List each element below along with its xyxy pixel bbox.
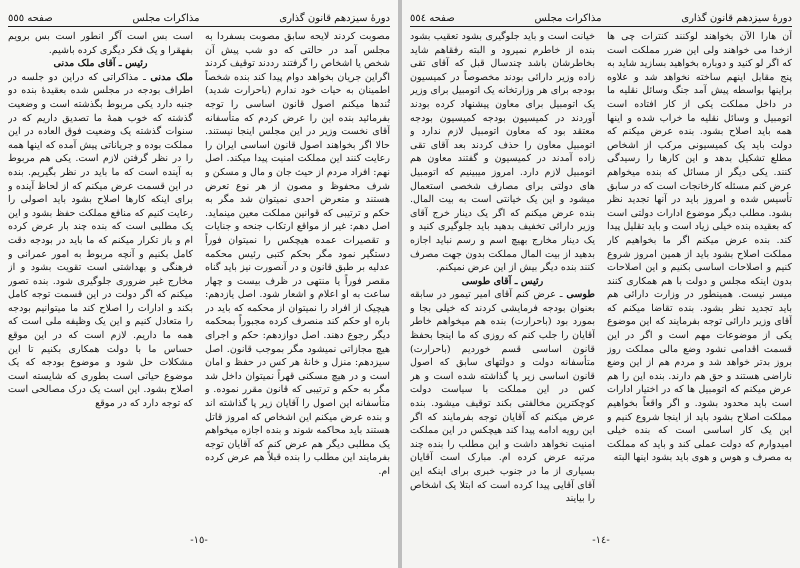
paragraph-text: خیانت است و باید جلوگیری بشود تعقیب بشود بنده از خاطرم نمیرود و البته رفقاهم شاید بخاطرشان باشد چندسال قبل که آقای تقی زاده وزیر دارائی بودند مخصوصاً در کمیسیون بودجه برای هر وزارتخانه یک اتومبیل برای وزیر یک اتومبیل برای معاون پیشنهاد کرده بودند آوردند در کمیسیون بودجه کمیسیون بودجه معتقد بود که معاون اتومبیل لازم ندارد و اتومبیل معاون را حذف کردند بعد آقای تقی زاده آمدند در کمیسیون و گفتند معاون هم اتومبیل لازم دارد. امروز میبینیم که اتومبیل های دولتی برای مصارف شخصی استعمال میشود و این یک خیانتی است به بیت المال. بنده عرض میکنم که اگر یک دینار خرج آقای وزیر دارائی تخفیف بدهید باید جلوگیری کنید و یک دینار مخارج بهیچ اسم و رسم نباید اجازه بدهید از بیت المال مملکت بدون جهت مصرف کنند بنده دیگر بیش از این عرض نمیکنم.	[410, 31, 595, 274]
header-page-number: صفحه ٥٥٤	[410, 13, 455, 24]
folio-number: -١٤-	[592, 535, 610, 546]
paragraph-text: ـ عرض کنم آقای امیر تیمور در سابقه بعنوان بودجه فرمایشی کردند که خیلی بجا و بمورد بود (باحرارت) بنده هم میخواهم خاطر آقایان را جلب کنم که روزی که ما اینجا بحفظ قانون اساسی قسم خوردیم (باحرارت) متأسفانه دولت و دولتهای سابق که اصول قانون اساسی زیر پا گذاشته شده است و هر کس در این مملکت با سیاست دولت کوچکترین مخالفتی بکند توقیف میشود. بنده عرض میکنم که آقایان توجه بفرمایند که اگر این رویه ادامه پیدا کند هیچکس در این مملکت امنیت نخواهد داشت و این مطلب را بنده چند مرتبه عرض کرده ام. مبارک است آقایان بسیاری از ما در جنوب خبری برای اینکه این آقای آقایی پیدا کرده است که ابتلا یک اشخاص را بیایند	[410, 289, 595, 505]
paragraph	[8, 71, 193, 411]
paragraph-text: ـ مذاکراتی که دراین دو جلسه در اطراف بودجه در مجلس شده بعقیدهٔ بنده دو جنبه دارد یکی مربوط بگذشته است و وضعیت گذشته که خوب همهٔ ما تصدیق داریم که در سنوات گذشته یک وضعیت فوق العاده در این مملکت بوده و جریاناتی پیش آمده که اینها همه را در نظر گرفتن لازم است. یکی هم مربوط به آینده است که ما باید در نظر بگیریم. بنده در این قسمت عرض میکنم که از لحاظ آینده و برای اینکه کارها اصلاح بشود باید اصولی را رعایت کنیم که منافع مملکت حفظ بشود و این یک مطلبی است که بنده چند بار عرض کرده ام و باز تکرار میکنم که ما باید در بودجه دقت کامل بکنیم و آنچه مربوط به امور عمرانی و فرهنگی و بهداشتی است تقویت بشود و از مخارج غیر ضروری جلوگیری شود. بنده تصور میکنم که اگر دولت در این قسمت توجه کامل بکند و ادارات را اصلاح کند ما میتوانیم بودجه را متعادل کنیم و این یک وظیفه ملی است که همه ما داریم. لازم است که در این موقع حساس ما با دولت همکاری بکنیم تا این مشکلات حل شود و موضوع بودجه که یک موضوع حیاتی است بطوری که شایسته است اصلاح بشود. این است یک درک مصالحی است که توجه دارد که در موقع	[8, 71, 193, 410]
paragraph	[410, 288, 595, 506]
speaker-name: طوسی	[566, 289, 595, 301]
header-title: مذاکرات مجلس	[132, 13, 200, 24]
page-header	[8, 6, 390, 27]
paragraph	[8, 30, 193, 57]
paragraph-text: مصوبت کردند لایحه سابق مصوبت بسفردا به مجلس آمد در حالتی که دو شب پیش آن شخص یا اشخاص را گرفتند رددند توقیف کردند اگراین جریان بخواهد دوام پیدا کند بنده شخصاً اطمینان به حیات خود ندارم (باحرارت شدید) تُندها میکنم اصول قانون اساسی را توجه بفرمائید بنده این را عرض کردم که متأسفانه آقای نخست وزیر در این مجلس اینجا نیستند. حالا اگر بخواهند اصول قانون اساسی ایران را رعایت کنند این مملکت امنیت پیدا میکند. اصل نهم: افراد مردم از حیث جان و مال و مسکن و شرف محفوظ و مصون از هر نوع تعرض هستند و متعرض احدی نمیتوان شد مگر به حکم و ترتیبی که قوانین مملکت معین مینماید. اصل دهم: غیر از مواقع ارتکاب جنحه و جنایات و تقصیرات عمده هیچکس را نمیتوان فوراً دستگیر نمود مگر بحکم کتبی رئیس محکمه عدلیه بر طبق قانون و در آنصورت نیز باید گناه مقصر فوراً یا منتهی در ظرف بیست و چهار ساعت به او اعلام و اشعار شود. اصل یازدهم: هیچیک از افراد را نمیتوان از محکمه که باید در باره او حکم کند منصرف کرده مجبوراً بمحکمه دیگر رجوع دهند. اصل دوازدهم: حکم و اجرای هیچ مجازاتی نمیشود مگر بموجب قانون. اصل سیزدهم: منزل و خانهٔ هر کس در حفظ و امان است و در هیچ مسکنی قهراً نمیتوان داخل شد مگر به حکم و ترتیبی که قانون مقرر نموده. و متأسفانه این اصول را آقایان زیر پا گذاشته اند و بنده عرض میکنم این اشخاص که امروز قاتل هستند باید محاکمه شوند و بنده اجازه میخواهم یک مطلبی دیگر هم عرض کنم که آقایان توجه بفرمایند این مطلب را بنده قبلاً هم عرض کرده ام.	[205, 31, 390, 477]
text-column-left	[410, 30, 595, 528]
paragraph	[607, 30, 792, 465]
header-series: دورهٔ سیزدهم قانون گذاری	[279, 13, 390, 24]
text-column-right	[607, 30, 792, 528]
speaker-name: ملک مدنی	[150, 71, 193, 83]
text-column-left	[8, 30, 193, 528]
text-column-right	[205, 30, 390, 528]
header-page-number: صفحه ٥٥٥	[8, 13, 53, 24]
speaker-heading: رئیس ـ آقای ملک مدنی	[53, 58, 148, 70]
paragraph	[205, 30, 390, 479]
paragraph-text: آن هارا الآن بخواهند لوکنند کنترات چی ها ازخدا می خواهند ولی این ضرر مملکت است که اگر لو کنید و دوباره بخواهید بسازید شاید به پنج مقابل اینهم ساخته نخواهد شد و علاوه براینها بواسطه پیش آمد جنگ وسائل نقلیه ما در داخل مملکت یکی از کار افتاده است اتومبیل و وسائل نقلیه ما خراب شده و اینها همه باید اصلاح بشود. بنده عرض میکنم که دولت باید یک کمیسیونی مرکب از اشخاص مطلع تشکیل بدهد و این کارها را رسیدگی کنند. یکی دیگر از مسائل که بنده میخواهم عرض کنم مسئله کارخانجات است که در سابق تأسیس شده و امروز باید در آنها تجدید نظر بشود. مطلب دیگر موضوع ادارات دولتی است که بعقیده بنده خیلی زیاد است و باید تقلیل پیدا کند. بنده عرض میکنم اگر ما بخواهیم کار مملکت اصلاح بشود باید از همین امروز شروع کنیم و اصلاحات اساسی بکنیم و این اصلاحات بدون اینکه مجلس و دولت با هم همکاری کنند میسر نیست. همینطور در وزارت دارائی هم باید تجدید نظر بشود. بنده تقاضا میکنم که آقای وزیر دارائی توجه بفرمایند که این موضوع یکی از موضوعات مهم است و اگر در این قسمت اقدامی نشود وضع مالی مملکت روز بروز بدتر خواهد شد و مردم هم از این وضع ناراضی هستند و حق هم دارند. بنده این را هم عرض میکنم که اتومبیل ها که در اختیار ادارات است باید محدود بشود. و اگر واقعاً بخواهیم مملکت اصلاح بشود باید از اینجا شروع کنیم و این یک کار اساسی است که بنده خیلی امیدوارم که دولت عملی کند و باید که مملکت به مصرف و هوس و هوی باید بشود اینها البته	[607, 31, 792, 464]
paragraph	[410, 30, 595, 275]
folio-number: -١٥-	[190, 535, 208, 546]
right-page	[402, 0, 800, 568]
left-page	[0, 0, 398, 568]
speaker-heading: رئیس ـ آقای طوسی	[461, 275, 544, 287]
header-series: دورهٔ سیزدهم قانون گذاری	[681, 13, 792, 24]
header-title: مذاکرات مجلس	[534, 13, 602, 24]
paragraph-text: است بس است آگر انطور است بس برویم بفهقرا و یک فکر دیگری کرده باشیم.	[8, 31, 193, 56]
page-header	[410, 6, 792, 27]
